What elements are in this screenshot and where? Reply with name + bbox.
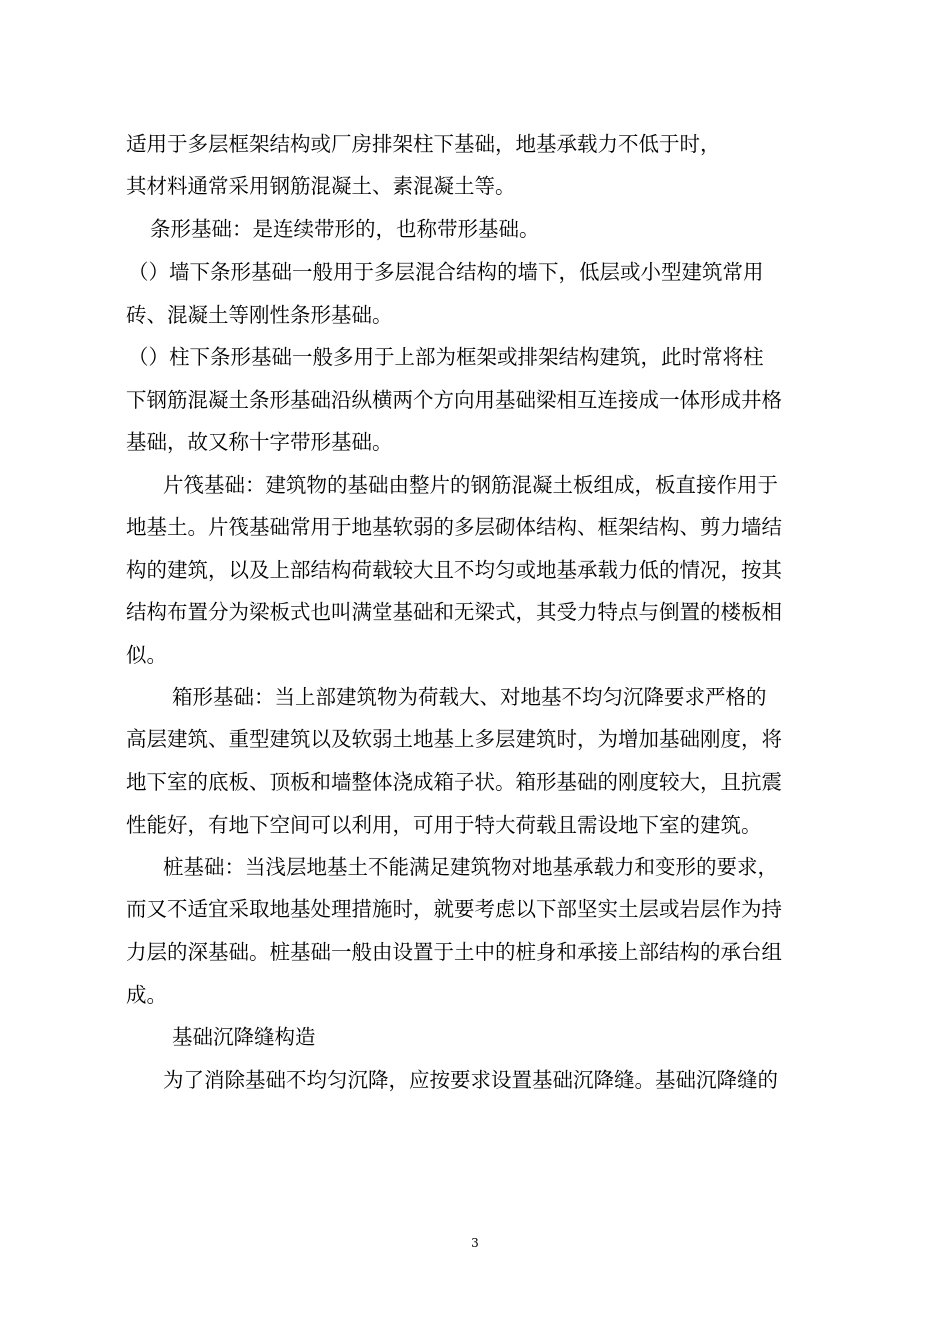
text-line: 力层的深基础。桩基础一般由设置于土中的桩身和承接上部结构的承台组 — [126, 940, 782, 964]
text-line: 性能好，有地下空间可以利用，可用于特大荷载且需设地下室的建筑。 — [126, 813, 762, 837]
text-line: 地基土。片筏基础常用于地基软弱的多层砌体结构、框架结构、剪力墙结 — [126, 515, 782, 539]
text-line: 构的建筑，以及上部结构荷载较大且不均匀或地基承载力低的情况，按其 — [126, 558, 782, 582]
text-line: 桩基础：当浅层地基土不能满足建筑物对地基承载力和变形的要求， — [163, 855, 778, 879]
text-line: 成。 — [126, 983, 167, 1007]
text-line: 结构布置分为梁板式也叫满堂基础和无梁式，其受力特点与倒置的楼板相 — [126, 600, 782, 624]
text-line: （）墙下条形基础一般用于多层混合结构的墙下，低层或小型建筑常用 — [128, 260, 764, 284]
text-line: 箱形基础：当上部建筑物为荷载大、对地基不均匀沉降要求严格的 — [172, 685, 767, 709]
text-line: 条形基础：是连续带形的，也称带形基础。 — [150, 217, 540, 241]
text-line: 高层建筑、重型建筑以及软弱土地基上多层建筑时，为增加基础刚度，将 — [126, 727, 782, 751]
text-line: 基础，故又称十字带形基础。 — [126, 430, 393, 454]
text-line: 适用于多层框架结构或厂房排架柱下基础，地基承载力不低于时， — [126, 132, 721, 156]
text-line: 下钢筋混凝土条形基础沿纵横两个方向用基础梁相互连接成一体形成井格 — [126, 388, 782, 412]
text-line: 而又不适宜采取地基处理措施时，就要考虑以下部坚实土层或岩层作为持 — [126, 897, 782, 921]
text-line: 片筏基础：建筑物的基础由整片的钢筋混凝土板组成，板直接作用于 — [163, 473, 778, 497]
section-heading: 基础沉降缝构造 — [172, 1025, 316, 1049]
text-line: 地下室的底板、顶板和墙整体浇成箱子状。箱形基础的刚度较大，且抗震 — [126, 770, 782, 794]
text-line: 为了消除基础不均匀沉降，应按要求设置基础沉降缝。基础沉降缝的 — [163, 1068, 778, 1092]
page-number: 3 — [471, 1236, 479, 1250]
text-line: 似。 — [126, 643, 167, 667]
text-line: 其材料通常采用钢筋混凝土、素混凝土等。 — [126, 174, 516, 198]
text-line: 砖、混凝土等刚性条形基础。 — [126, 303, 393, 327]
text-line: （）柱下条形基础一般多用于上部为框架或排架结构建筑，此时常将柱 — [128, 345, 764, 369]
